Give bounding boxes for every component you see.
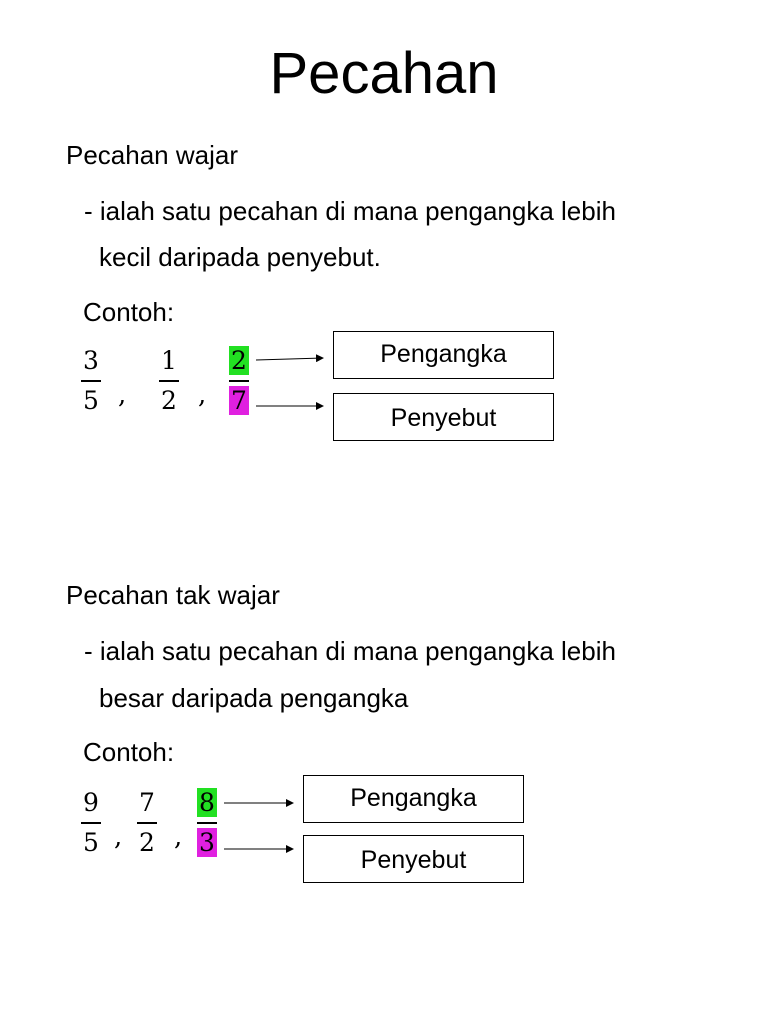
denominator: 5 [83,386,99,415]
section-heading-proper: Pecahan wajar [66,140,238,170]
comma: , [118,380,127,410]
numerator: 7 [139,788,155,817]
definition-line-1: - ialah satu pecahan di mana pengangka lebih [84,196,616,226]
example-label: Contoh: [83,737,175,767]
comma: , [198,380,207,410]
denominator: 2 [139,828,155,857]
definition-line-1: - ialah satu pecahan di mana pengangka lebih [84,636,616,666]
numerator-label-box: Pengangka [303,775,524,823]
arrow-to-numerator [256,358,323,360]
denominator: 5 [83,828,99,857]
numerator: 3 [83,346,99,375]
example-label: Contoh: [83,297,175,327]
numerator-label-box: Pengangka [333,331,554,379]
numerator-highlighted: 2 [231,346,247,375]
comma: , [174,822,183,852]
denominator: 2 [161,386,177,415]
denominator-label-box: Penyebut [333,393,554,441]
denominator-highlighted: 3 [199,828,215,857]
denominator-label-box: Penyebut [303,835,524,883]
denominator-highlighted: 7 [231,386,247,415]
definition-line-2: kecil daripada penyebut. [99,242,381,272]
section-heading-improper: Pecahan tak wajar [66,580,280,610]
numerator: 9 [83,788,99,817]
comma: , [114,822,123,852]
page-title: Pecahan [269,41,499,106]
numerator: 1 [161,346,177,375]
numerator-highlighted: 8 [199,788,215,817]
definition-line-2: besar daripada pengangka [99,683,409,713]
